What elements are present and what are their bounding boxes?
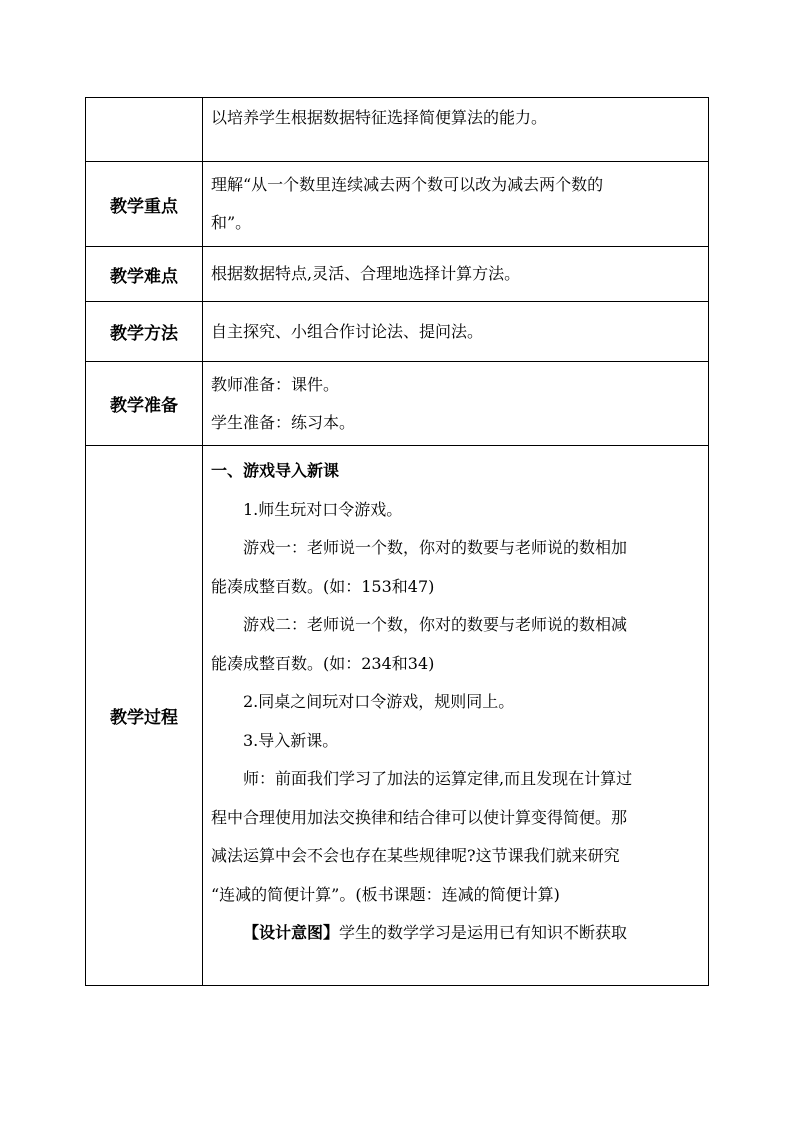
process-line: 能凑成整百数。(如：153和47) <box>211 576 435 596</box>
design-intent-text: 学生的数学学习是运用已有知识不断获取 <box>339 923 628 942</box>
table-row <box>86 302 709 362</box>
process-line: 1.师生玩对口令游戏。 <box>243 499 403 519</box>
table-row <box>86 446 709 986</box>
process-line: 2.同桌之间玩对口令游戏，规则同上。 <box>243 692 515 711</box>
row-label <box>86 98 203 162</box>
table-row <box>86 247 709 302</box>
table-row <box>86 98 709 162</box>
content-line: 理解“从一个数里连续减去两个数可以改为减去两个数的 <box>211 175 604 194</box>
design-intent-line <box>211 914 702 953</box>
content-line: 根据数据特点,灵活、合理地选择计算方法。 <box>211 264 521 283</box>
row-label-preparation: 教学准备 <box>86 362 203 446</box>
row-content <box>203 302 709 362</box>
process-line: 游戏一：老师说一个数，你对的数要与老师说的数相加 <box>243 538 628 557</box>
content-line: 教师准备：课件。 <box>211 374 340 394</box>
process-content <box>203 446 709 986</box>
row-label-key-points: 教学重点 <box>86 162 203 247</box>
lesson-plan-table <box>85 97 709 986</box>
process-line: 3.导入新课。 <box>243 730 339 750</box>
row-content <box>203 362 709 446</box>
row-label-methods: 教学方法 <box>86 302 203 362</box>
process-line: 减法运算中会不会也存在某些规律呢?这节课我们就来研究 <box>211 846 620 865</box>
process-line: “连减的简便计算”。(板书课题：连减的简便计算) <box>211 884 560 904</box>
content-line: 和”。 <box>211 213 252 232</box>
process-line: 程中合理使用加法交换律和结合律可以使计算变得简便。那 <box>211 807 628 827</box>
section-heading: 一、游戏导入新课 <box>211 461 340 480</box>
content-line: 自主探究、小组合作讨论法、提问法。 <box>211 321 484 341</box>
row-content <box>203 98 709 162</box>
content-line: 学生准备：练习本。 <box>211 412 356 432</box>
table-row <box>86 162 709 247</box>
process-line: 游戏二：老师说一个数，你对的数要与老师说的数相减 <box>243 615 628 634</box>
table-row <box>86 362 709 446</box>
row-content <box>203 247 709 302</box>
row-label-difficulties: 教学难点 <box>86 247 203 302</box>
process-line: 能凑成整百数。(如：234和34) <box>211 653 435 673</box>
content-line: 以培养学生根据数据特征选择简便算法的能力。 <box>211 108 548 127</box>
process-line: 师：前面我们学习了加法的运算定律,而且发现在计算过 <box>243 769 633 788</box>
row-label-process: 教学过程 <box>86 446 203 986</box>
row-content <box>203 162 709 247</box>
design-intent-label: 【设计意图】 <box>243 923 340 942</box>
